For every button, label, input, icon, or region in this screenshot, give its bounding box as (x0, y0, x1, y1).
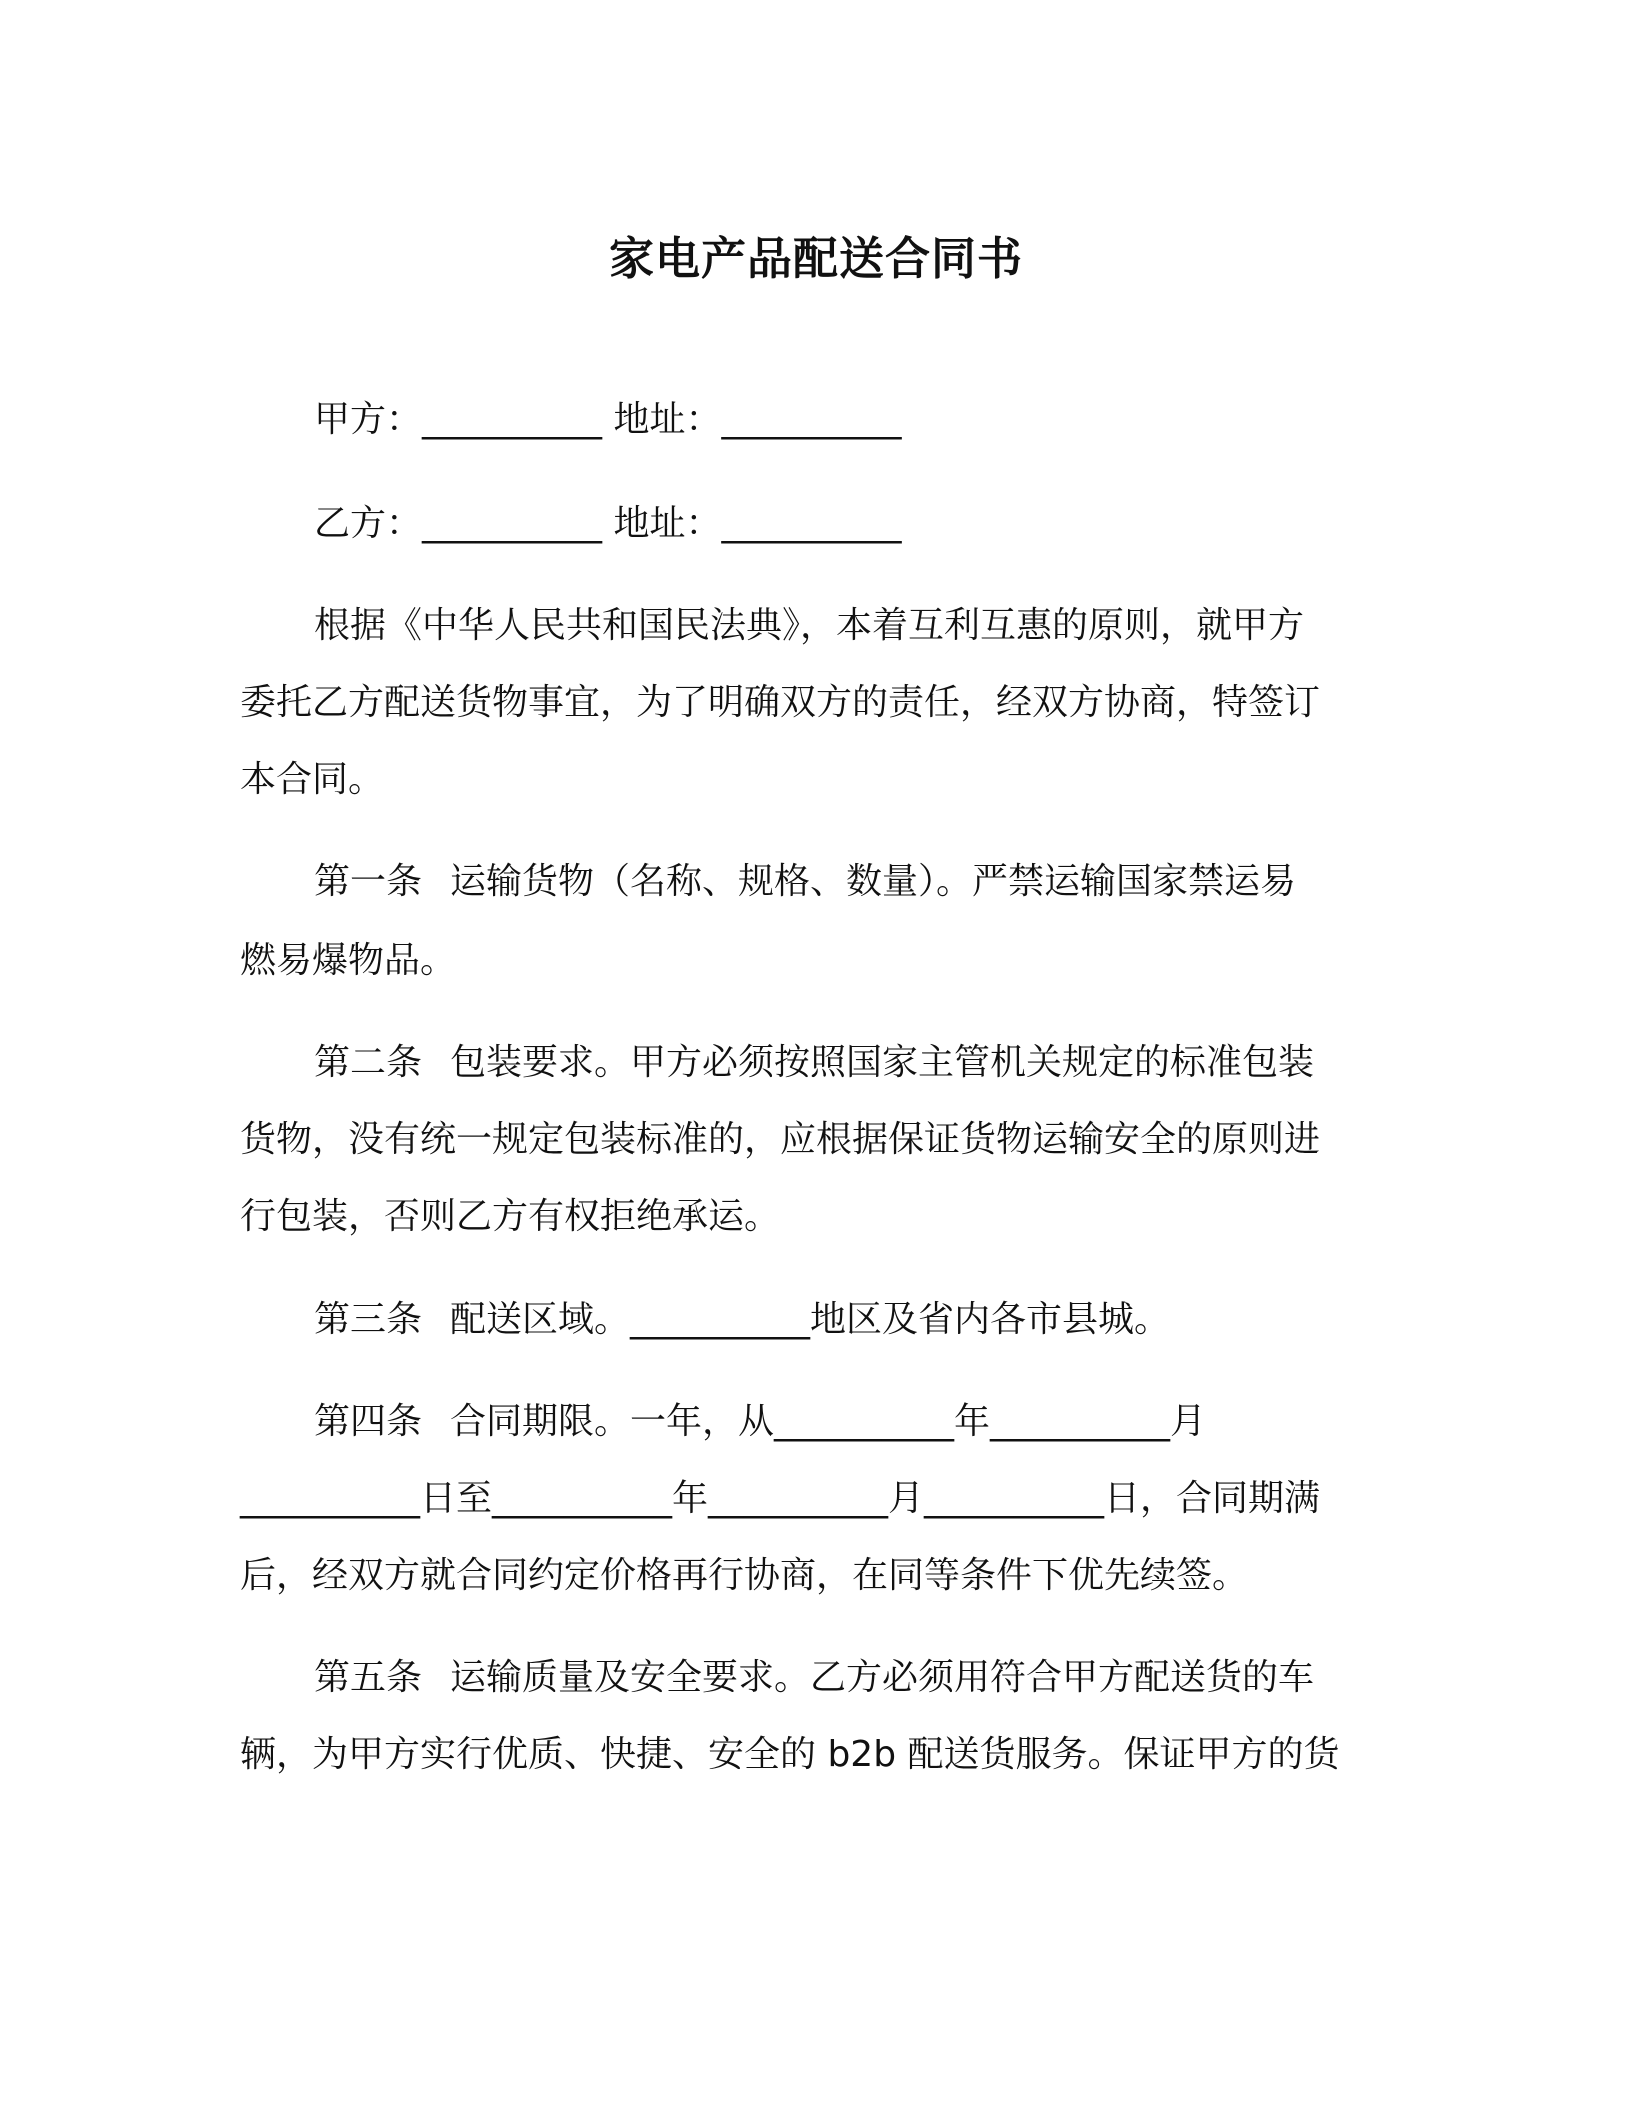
article-4-line-2: __________日至__________年__________月__________日，合同期满 (240, 1478, 1321, 1519)
article-1-text: 运输货物（名称、规格、数量）。严禁运输国家禁运易 (450, 861, 1297, 902)
article-2-text: 包装要求。甲方必须按照国家主管机关规定的标准包装 (450, 1042, 1315, 1083)
article-2-heading: 第二条 (314, 1042, 423, 1083)
article-2-line-2: 货物，没有统一规定包装标准的，应根据保证货物运输安全的原则进 (240, 1119, 1321, 1160)
party-b-line: 乙方：__________ 地址：__________ (314, 503, 902, 544)
preamble-line-1: 根据《中华人民共和国民法典》，本着互利互惠的原则，就甲方 (314, 605, 1305, 646)
preamble-line-3: 本合同。 (240, 759, 385, 800)
article-1-heading: 第一条 (314, 861, 423, 902)
party-a-line: 甲方：__________ 地址：__________ (314, 399, 902, 440)
article-2-line-1 (314, 1039, 1434, 1087)
article-5-line-2: 辆，为甲方实行优质、快捷、安全的 b2b 配送货服务。保证甲方的货 (240, 1734, 1340, 1775)
article-5-line-1 (314, 1654, 1434, 1702)
article-4-line-3: 后，经双方就合同约定价格再行协商，在同等条件下优先续签。 (240, 1555, 1249, 1596)
article-3-text: 配送区域。__________地区及省内各市县城。 (450, 1299, 1171, 1340)
article-5-text: 运输质量及安全要求。乙方必须用符合甲方配送货的车 (450, 1657, 1315, 1698)
article-4-heading: 第四条 (314, 1401, 423, 1442)
article-5-heading: 第五条 (314, 1657, 423, 1698)
article-4-text: 合同期限。一年，从__________年__________月 (450, 1401, 1207, 1442)
article-1-line-2: 燃易爆物品。 (240, 940, 457, 981)
article-4-line-1 (314, 1398, 1434, 1446)
preamble-line-2: 委托乙方配送货物事宜，为了明确双方的责任，经双方协商，特签订 (240, 682, 1321, 723)
article-3-line-1 (314, 1296, 1434, 1344)
article-2-line-3: 行包装，否则乙方有权拒绝承运。 (240, 1196, 781, 1237)
article-3-heading: 第三条 (314, 1299, 423, 1340)
article-1-line-1 (314, 858, 1434, 906)
document-title: 家电产品配送合同书 (608, 232, 1023, 285)
